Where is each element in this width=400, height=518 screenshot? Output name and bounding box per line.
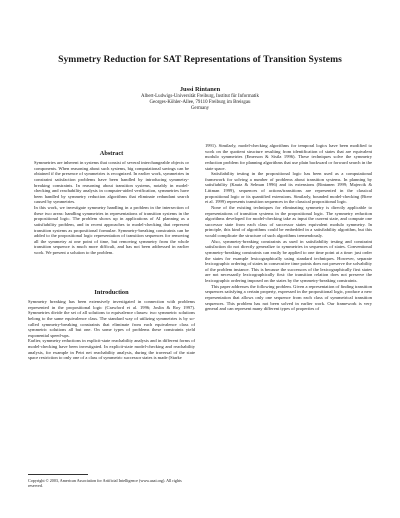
body-paragraph: None of the existing techniques for eliminating symmetry is directly applicable to representations of transition systems in the propositional logic. The symmetry reduction algorithms developed for model-checking take as input the current state, and compute one successor state from each class of successor states equivalent modulo symmetry. In principle, this kind of algorithms could be embedded in a satisfiability algorithm, but this would complicate the structure of such algorithms tremendously.: [205, 204, 372, 238]
abstract-section: [34, 150, 189, 256]
author-name: Jussi Rintanen: [179, 86, 221, 93]
footnote-rule: [28, 474, 88, 475]
body-paragraph: 1991). Similarly, model-checking algorithms for temporal logics have been modified to work on the quotient structure resulting from identification of states that are equivalent modulo symmetries (Emerson & Sistla 1996). These techniques solve the symmetry reduction problem for planning algorithms that use plain backward or forward search in the state space.: [205, 143, 372, 171]
body-paragraph: Satisfiability testing in the propositional logic has been used as a computational framework for solving a number of problems about transition systems. In planning by satisfiability (Kautz & Selman 1996) and its extensions (Rintanen 1999; Majercik & Littman 1999), sequences of actions/transitions are represented in the classical propositional logic or its quantified extensions. Similarly, bounded model-checking (Biere et al. 1999) represents transition sequences in the classical propositional logic.: [205, 171, 372, 205]
abstract-heading: Abstract: [99, 150, 124, 157]
copyright-text: Copyright © 2003, American Association for Artificial Intelligence (www.aaai.org). All rights reserved.: [28, 478, 182, 488]
affiliation-line-3: Germany: [190, 106, 210, 112]
introduction-section: [28, 289, 195, 361]
abstract-paragraph: In this work, we investigate symmetry handling in a problem in the intersection of these two areas: handling symmetries in representations of transition systems in the propositional logic. The problem shows up in applications of AI planning as a satisfiability problem, and in recent approaches to model-checking that represent transition systems as propositional formulae. Symmetry-breaking constraints can be added to the propositional logic representation of transition sequences for removing all the symmetry at one point of time, but removing symmetry from the whole transition sequence is much more difficult, and has not been addressed in earlier work. We present a solution to the problem.: [34, 205, 189, 255]
body-paragraph: This paper addresses the following problem. Given a representation of finding transition sequences satisfying a certain property, expressed in the propositional logic, produce a new representation that allows only one sequence from each class of symmetrical transition sequences. This problem has not been solved in earlier work. Our framework is very general and can represent many different types of properties of: [205, 283, 372, 312]
abstract-paragraph: Symmetries are inherent in systems that consist of several interchangeable objects or components. When reasoning about such systems, big computational savings can be obtained if the presence of symmetries is recognized. In earlier work, symmetries in constraint satisfaction problems have been handled by introducing symmetry-breaking constraints. In reasoning about transition systems, notably in model-checking and reachability analysis in computer-aided verification, symmetries have been handled by symmetry reduction algorithms that eliminate redundant search caused by symmetries.: [34, 160, 189, 205]
paper-title: Symmetry Reduction for SAT Representations of Transition Systems: [58, 54, 342, 65]
author-block: [0, 86, 400, 113]
introduction-heading: Introduction: [94, 289, 129, 296]
introduction-paragraph: Symmetry breaking has been extensively investigated in connection with problems represented in the propositional logic (Crawford et al. 1996; Joslin & Roy 1997). Symmetries divide the set of all solutions to equivalence classes: two symmetric solutions belong to the same equivalence class. The standard way of utilizing symmetries is by so-called symmetry-breaking constraints that eliminate from each equivalence class of symmetric solutions all but one. On some types of problems these constraints yield exponential speed-ups.: [28, 299, 195, 338]
right-column: [205, 143, 372, 312]
affiliation-line-2: Georges-Köhler-Allee, 79110 Freiburg im Breisgau: [149, 100, 251, 106]
copyright-notice: [28, 474, 195, 488]
affiliation-line-1: Albert-Ludwigs-Universität Freiburg, Institut für Informatik: [141, 94, 259, 99]
introduction-paragraph: Earlier, symmetry reductions in explicit-state reachability analysis and in different forms of model-checking have been investigated. In explicit-state model-checking and reachability analysis, for example in Petri net reachability analysis, during the traversal of the state space restriction to only one of a class of symmetric successor states is made (Starke: [28, 338, 195, 361]
body-paragraph: Also, symmetry-breaking constraints as used in satisfiability testing and constraint satisfaction do not directly generalize to symmetries in sequences of states. Conventional symmetry-breaking constraints can easily be applied to one time point at a time: just order the states for example lexicographically using standard techniques. However, separate lexicographic ordering of states in consecutive time points does not preserve the solvability of the problem instance. This is because the successors of the lexicographically first states are not necessarily lexicographically first: the transition relation does not preserve the lexicographic ordering imposed on the states by the symmetry-breaking constraints.: [205, 238, 372, 283]
